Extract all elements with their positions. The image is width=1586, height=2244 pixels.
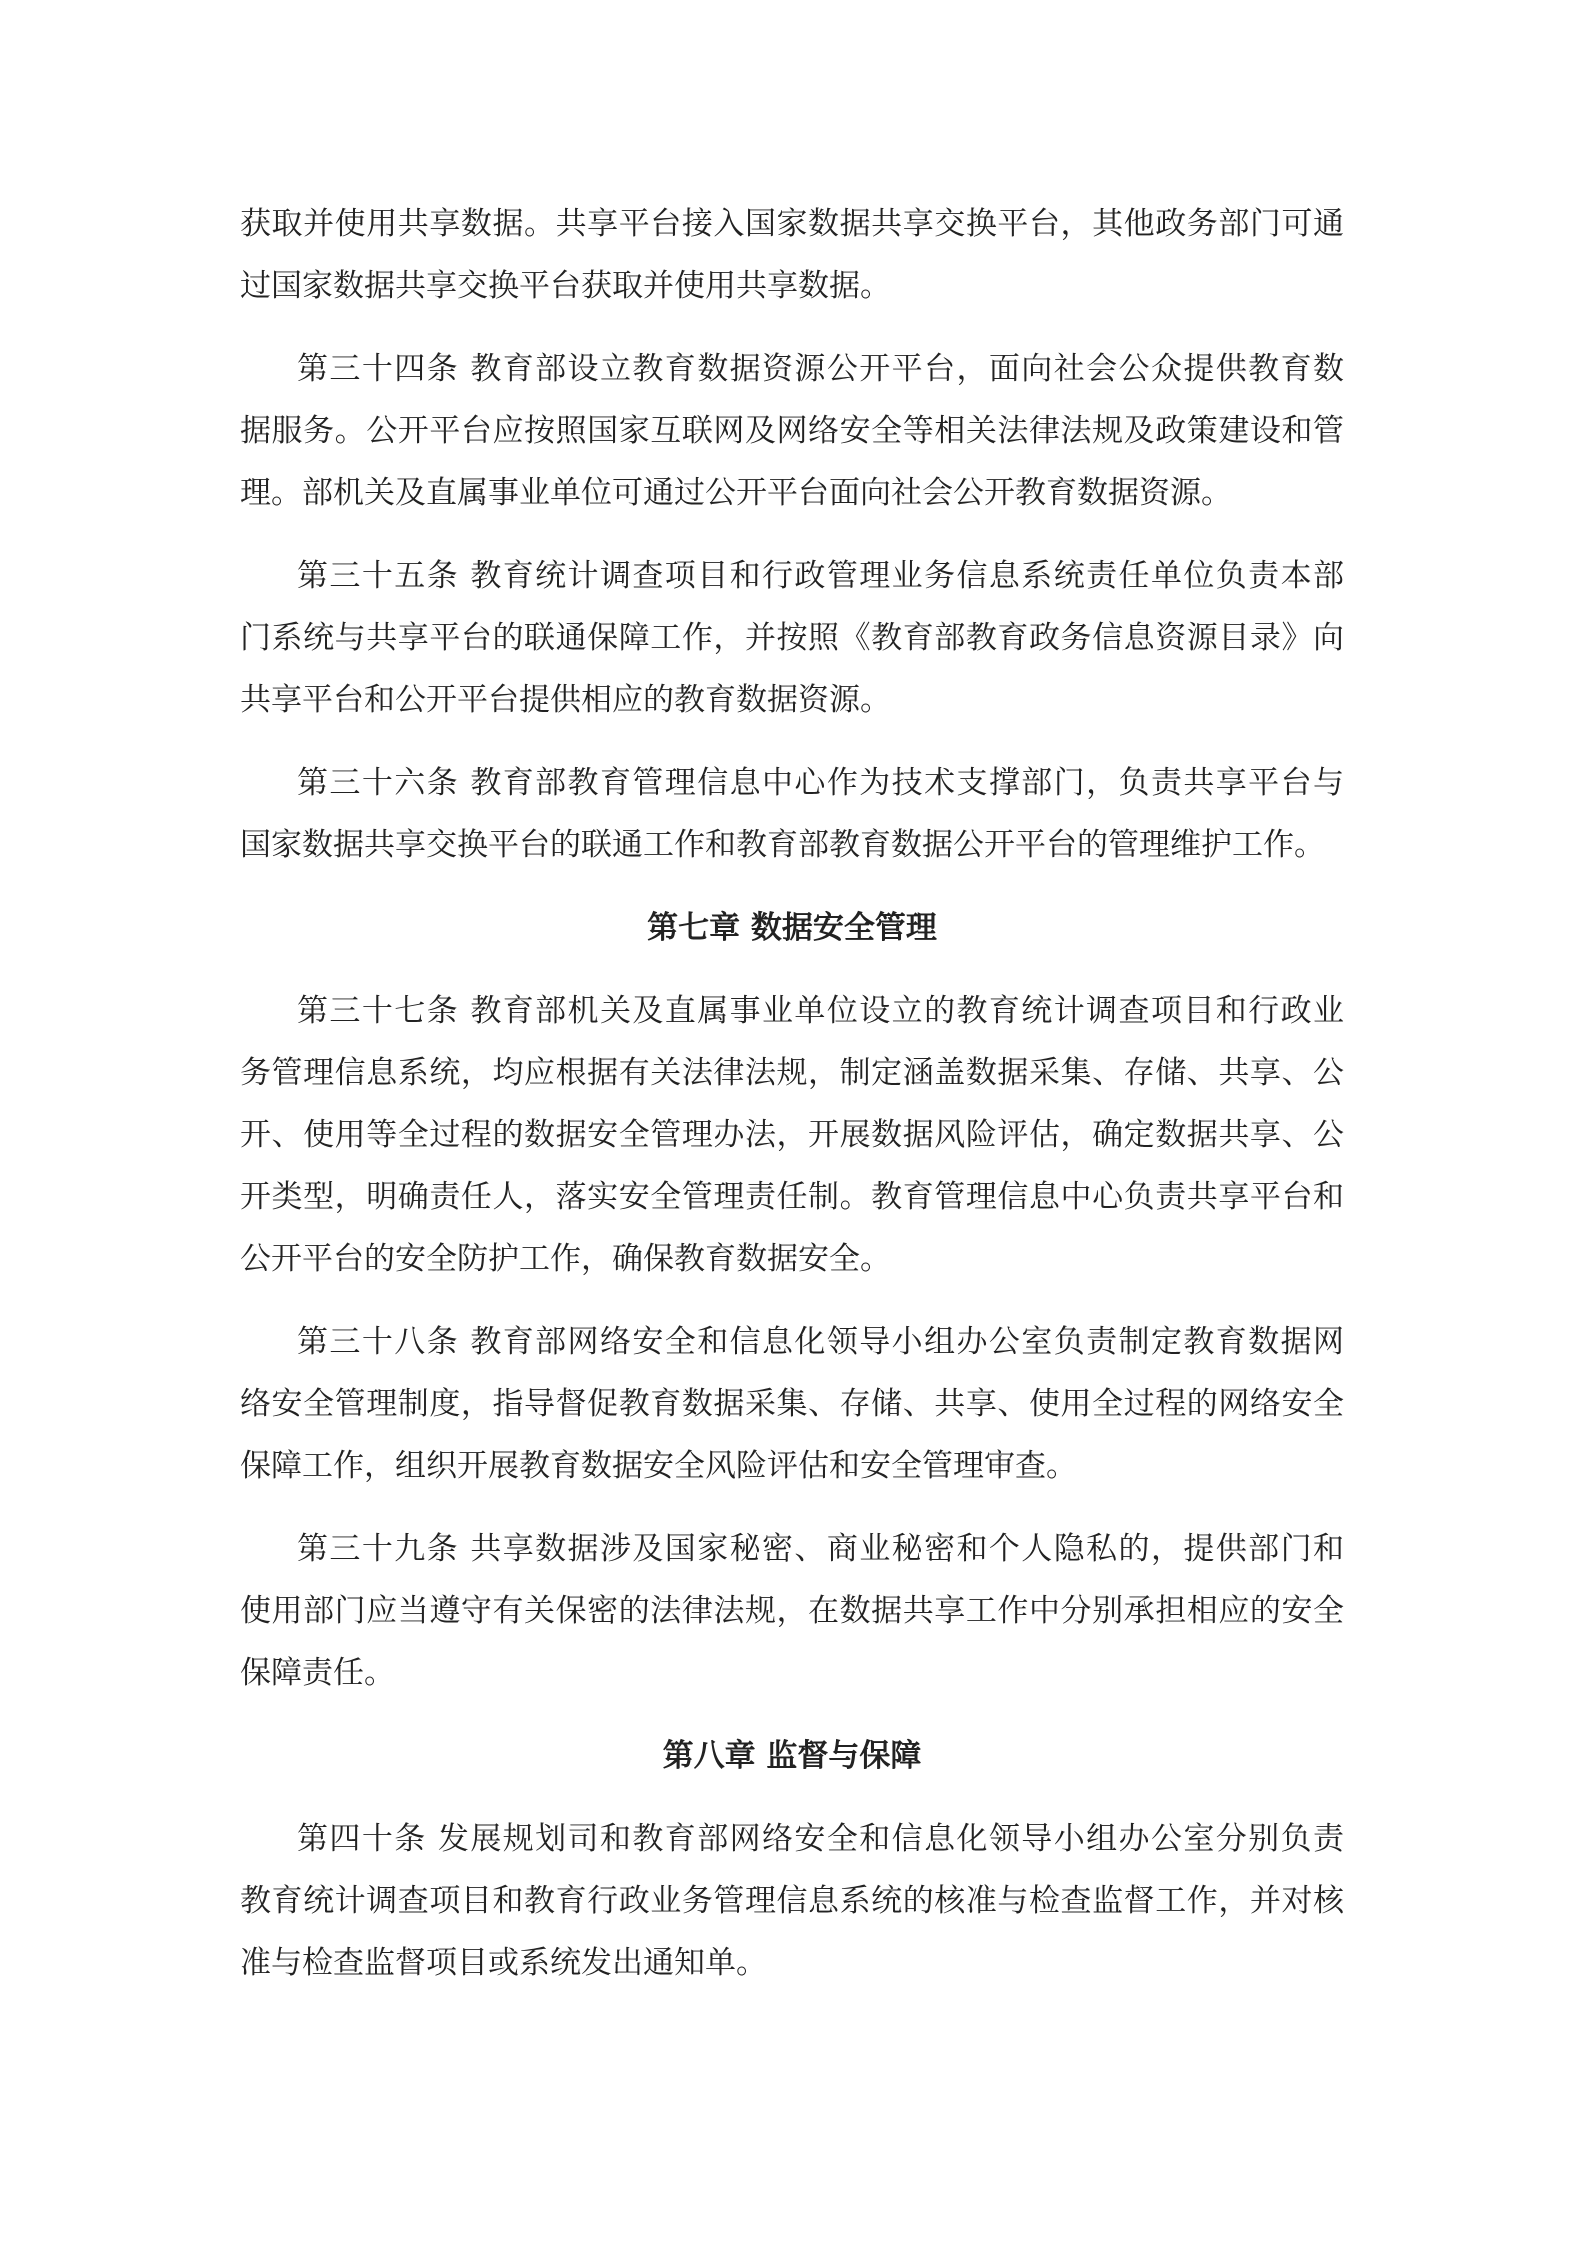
text-line: 理。部机关及直属事业单位可通过公开平台面向社会公开教育数据资源。 bbox=[240, 475, 1232, 511]
article-paragraph bbox=[240, 193, 1344, 317]
text-line: 据服务。公开平台应按照国家互联网及网络安全等相关法律法规及政策建设和管 bbox=[240, 413, 1344, 449]
article-paragraph bbox=[240, 545, 1344, 731]
article-paragraph bbox=[240, 1808, 1344, 1994]
text-line: 门系统与共享平台的联通保障工作，并按照《教育部教育政务信息资源目录》向 bbox=[240, 620, 1344, 656]
article-paragraph bbox=[240, 980, 1344, 1290]
text-line: 第三十五条 教育统计调查项目和行政管理业务信息系统责任单位负责本部 bbox=[297, 558, 1344, 594]
article-paragraph bbox=[240, 1518, 1344, 1704]
section-ch7 bbox=[240, 980, 1344, 1704]
text-line: 开、使用等全过程的数据安全管理办法，开展数据风险评估，确定数据共享、公 bbox=[240, 1117, 1344, 1153]
text-line: 准与检查监督项目或系统发出通知单。 bbox=[240, 1945, 767, 1981]
text-line: 第三十六条 教育部教育管理信息中心作为技术支撑部门，负责共享平台与 bbox=[297, 765, 1344, 801]
text-line: 络安全管理制度，指导督促教育数据采集、存储、共享、使用全过程的网络安全 bbox=[240, 1386, 1344, 1422]
text-line: 务管理信息系统，均应根据有关法律法规，制定涵盖数据采集、存储、共享、公 bbox=[240, 1055, 1344, 1091]
section-ch8 bbox=[240, 1808, 1344, 1994]
text-line: 第三十四条 教育部设立教育数据资源公开平台，面向社会公众提供教育数 bbox=[297, 351, 1344, 387]
text-line: 保障责任。 bbox=[240, 1655, 395, 1691]
text-line: 开类型，明确责任人，落实安全管理责任制。教育管理信息中心负责共享平台和 bbox=[240, 1179, 1344, 1215]
chapter-heading: 第八章 监督与保障 bbox=[662, 1738, 922, 1774]
section-before bbox=[240, 193, 1344, 876]
article-paragraph bbox=[240, 1311, 1344, 1497]
text-line: 第三十七条 教育部机关及直属事业单位设立的教育统计调查项目和行政业 bbox=[297, 993, 1344, 1029]
text-line: 获取并使用共享数据。共享平台接入国家数据共享交换平台，其他政务部门可通 bbox=[240, 206, 1344, 242]
text-line: 公开平台的安全防护工作，确保教育数据安全。 bbox=[240, 1241, 891, 1277]
text-line: 第四十条 发展规划司和教育部网络安全和信息化领导小组办公室分别负责 bbox=[297, 1821, 1344, 1857]
text-line: 国家数据共享交换平台的联通工作和教育部教育数据公开平台的管理维护工作。 bbox=[240, 827, 1325, 863]
text-line: 过国家数据共享交换平台获取并使用共享数据。 bbox=[240, 268, 891, 304]
text-line: 保障工作，组织开展教育数据安全风险评估和安全管理审查。 bbox=[240, 1448, 1077, 1484]
text-line: 教育统计调查项目和教育行政业务管理信息系统的核准与检查监督工作，并对核 bbox=[240, 1883, 1344, 1919]
article-paragraph bbox=[240, 338, 1344, 524]
text-line: 第三十八条 教育部网络安全和信息化领导小组办公室负责制定教育数据网 bbox=[297, 1324, 1344, 1360]
text-line: 共享平台和公开平台提供相应的教育数据资源。 bbox=[240, 682, 891, 718]
text-line: 使用部门应当遵守有关保密的法律法规，在数据共享工作中分别承担相应的安全 bbox=[240, 1593, 1344, 1629]
article-paragraph bbox=[240, 752, 1344, 876]
document-body bbox=[240, 193, 1344, 2015]
chapter-heading: 第七章 数据安全管理 bbox=[647, 910, 937, 946]
text-line: 第三十九条 共享数据涉及国家秘密、商业秘密和个人隐私的，提供部门和 bbox=[297, 1531, 1344, 1567]
